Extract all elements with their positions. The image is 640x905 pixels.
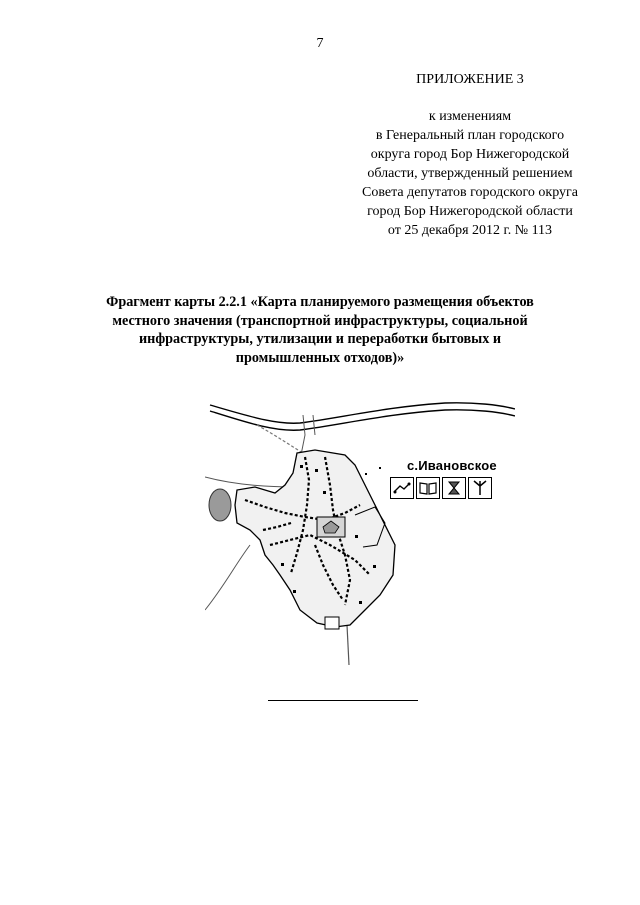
appendix-title: ПРИЛОЖЕНИЕ 3 (416, 72, 524, 87)
appendix-line: в Генеральный план городского (375, 128, 565, 143)
settlement-label: с.Ивановское (407, 458, 497, 473)
book-icon (416, 477, 440, 499)
map-legend (390, 477, 492, 499)
antenna-icon (468, 477, 492, 499)
appendix-line: области, утвержденный решением (367, 166, 573, 181)
page-number: 7 (316, 36, 324, 51)
appendix-line: к изменениям (428, 109, 512, 124)
map-caption: Фрагмент карты 2.2.1 «Карта планируемого размещения объектов местного значения (транспортной инфраструктуры, социальной инфраструктуры, утилизации и переработки бытовых и промышленных отходов)» (106, 294, 534, 366)
appendix-line: Совета депутатов городского округа (362, 185, 578, 200)
appendix-line: от 25 декабря 2012 г. № 113 (387, 223, 553, 238)
map-drawing (205, 395, 515, 665)
hourglass-icon (442, 477, 466, 499)
appendix-header (340, 70, 600, 240)
appendix-line: город Бор Нижегородской области (367, 204, 573, 219)
appendix-line: округа город Бор Нижегородской (370, 147, 570, 162)
map-fragment (205, 395, 515, 665)
road-object-icon (390, 477, 414, 499)
divider (268, 700, 418, 701)
